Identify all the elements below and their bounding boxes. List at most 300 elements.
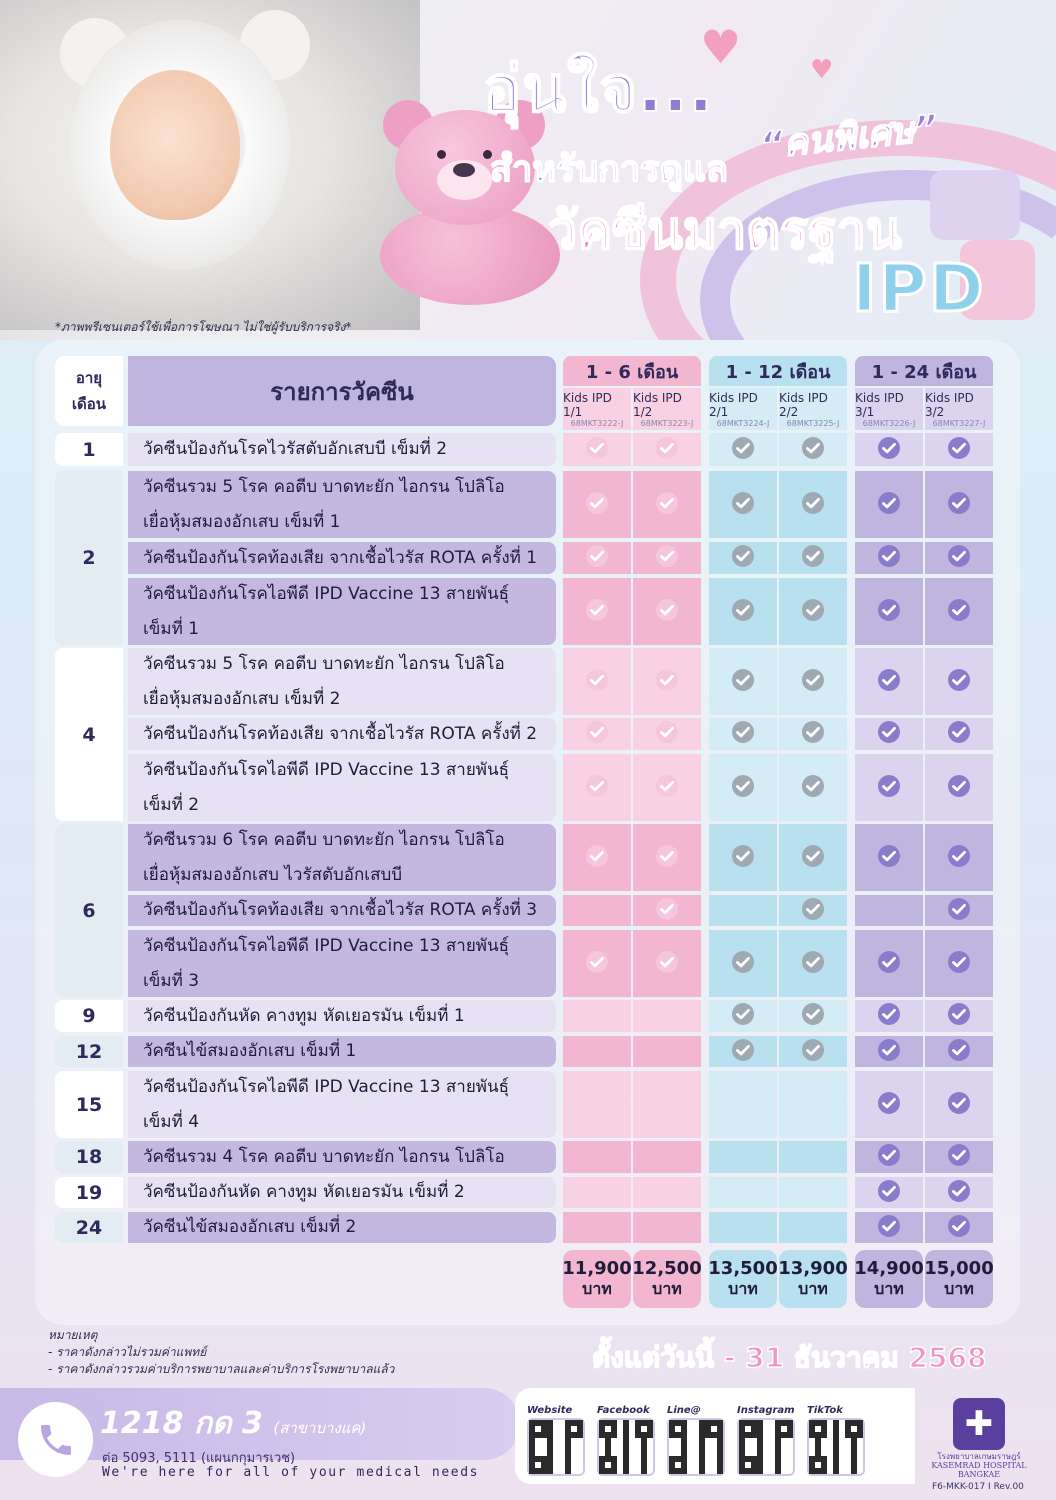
check-cell [855,1036,923,1067]
hotline-branch: (สาขาบางแค) [273,1419,367,1437]
check-circle-icon [585,491,609,519]
qr-code-icon[interactable] [597,1418,655,1476]
check-cell [925,1036,993,1067]
check-circle-icon [947,1143,971,1171]
check-cell [779,648,847,715]
package-price [709,1250,777,1308]
check-cell [709,471,777,538]
check-cell [855,542,923,574]
check-cell [855,895,923,926]
check-cell [779,1141,847,1173]
check-cell [925,1000,993,1032]
tagline: We're here for all of your medical needs [102,1465,480,1480]
check-circle-icon [801,774,825,802]
vaccine-name [128,433,556,466]
check-cell [563,824,631,891]
vaccine-line-1: วัคซีนไข้สมองอักเสบ เข็มที่ 1 [143,1041,357,1061]
vaccine-line-1: วัคซีนรวม 6 โรค คอตีบ บาดทะยัก ไอกรน โปลิโอ [143,829,505,850]
vaccine-line-1: วัคซีนป้องกันโรคท้องเสีย จากเชื้อไวรัส ROTA ครั้งที่ 1 [143,547,538,568]
hero-banner [0,0,1056,340]
check-cell [633,1141,701,1173]
check-circle-icon [877,1179,901,1207]
check-cell [709,718,777,750]
check-circle-icon [947,1091,971,1119]
vaccine-line-1: วัคซีนรวม 4 โรค คอตีบ บาดทะยัก ไอกรน โปลิโอ [143,1146,505,1167]
vaccine-line-1: วัคซีนรวม 5 โรค คอตีบ บาดทะยัก ไอกรน โปลิโอ [143,476,505,497]
check-cell [779,754,847,821]
package-header [633,388,701,430]
check-cell [925,824,993,891]
package-header [855,388,923,430]
month-header-label: เดือน [71,395,107,413]
promo-period: ตั้งแต่วันนี้ - 31 ธันวาคม 2568 [592,1341,987,1374]
age-cell: 18 [55,1141,123,1173]
check-circle-icon [947,491,971,519]
vaccine-name [128,824,556,891]
check-cell [925,1177,993,1208]
vaccine-name [128,1000,556,1032]
price-unit: บาท [798,1279,828,1298]
check-cell [925,1212,993,1243]
hospital-name-en: KASEMRAD HOSPITAL [931,1461,1027,1470]
check-circle-icon [731,598,755,626]
check-cell [709,433,777,466]
package-group-header: 1 - 12 เดือน [709,356,847,386]
check-circle-icon [801,598,825,626]
check-cell [633,1036,701,1067]
price-unit: บาท [728,1279,758,1298]
age-cell: 19 [55,1177,123,1208]
vaccine-line-1: วัคซีนป้องกันโรคท้องเสีย จากเชื้อไวรัส ROTA ครั้งที่ 3 [143,900,538,920]
vaccine-name [128,895,556,926]
age-cell: 4 [55,648,123,821]
check-circle-icon [655,774,679,802]
check-cell [563,1036,631,1067]
check-circle-icon [877,720,901,748]
vaccine-line-2: เข็มที่ 2 [143,794,200,815]
vaccine-line-1: วัคซีนป้องกันโรคไอพีดี IPD Vaccine 13 สายพันธุ์ [143,935,509,956]
check-circle-icon [801,950,825,978]
package-code: 68MKT3224-J [716,418,770,428]
vaccine-name [128,471,556,538]
check-cell [855,718,923,750]
check-cell [779,1212,847,1243]
check-circle-icon [585,844,609,872]
check-circle-icon [655,491,679,519]
social-label: Website [527,1405,573,1416]
check-circle-icon [947,1002,971,1030]
vaccine-name [128,1141,556,1173]
check-cell [855,648,923,715]
check-circle-icon [731,1038,755,1066]
check-circle-icon [877,774,901,802]
check-cell [855,1071,923,1138]
check-circle-icon [947,598,971,626]
check-circle-icon [731,436,755,464]
package-name: Kids IPD 2/2 [779,390,828,419]
title-special: “คนพิเศษ” [758,107,940,168]
check-cell [633,578,701,645]
check-cell [563,1177,631,1208]
check-cell [855,1177,923,1208]
vaccine-line-2: เข็มที่ 1 [143,618,200,639]
check-cell [855,1000,923,1032]
vaccine-line-1: วัคซีนป้องกันโรคไอพีดี IPD Vaccine 13 สายพันธุ์ [143,1076,509,1097]
check-cell [855,433,923,466]
vaccine-column-header: รายการวัคซีน [128,356,556,426]
check-cell [925,930,993,997]
package-code: 68MKT3227-J [932,418,986,428]
check-circle-icon [801,436,825,464]
check-circle-icon [947,844,971,872]
check-cell [779,1000,847,1032]
check-cell [709,895,777,926]
qr-code-icon[interactable] [737,1418,795,1476]
check-cell [633,433,701,466]
check-cell [855,754,923,821]
check-cell [925,578,993,645]
check-cell [779,1036,847,1067]
check-cell [925,718,993,750]
check-circle-icon [947,436,971,464]
check-cell [709,1036,777,1067]
check-circle-icon [655,897,679,925]
check-circle-icon [947,1214,971,1242]
age-cell: 15 [55,1071,123,1138]
check-cell [633,1071,701,1138]
check-circle-icon [947,1179,971,1207]
package-group-header: 1 - 6 เดือน [563,356,701,386]
check-cell [779,895,847,926]
check-circle-icon [877,598,901,626]
package-header [563,388,631,430]
hospital-logo [918,1398,1040,1480]
title-line-1: อุ่นใจ... [483,53,714,127]
vaccine-name [128,648,556,715]
check-cell [563,895,631,926]
disclaimer: *ภาพพรีเซนเตอร์ใช้เพื่อการโฆษณา ไม่ใช่ผู้รับบริการจริง* [55,320,352,334]
check-cell [709,754,777,821]
package-price [855,1250,923,1308]
check-cell [925,895,993,926]
check-cell [563,471,631,538]
check-circle-icon [655,844,679,872]
check-cell [563,1071,631,1138]
check-circle-icon [731,668,755,696]
qr-code-icon[interactable] [807,1418,865,1476]
check-circle-icon [801,1002,825,1030]
check-cell [925,754,993,821]
check-cell [709,1177,777,1208]
package-price [633,1250,701,1308]
package-header [925,388,993,430]
vaccine-line-2: เข็มที่ 4 [143,1111,200,1132]
vaccine-line-1: วัคซีนป้องกันโรคไวรัสตับอักเสบบี เข็มที่ 2 [143,439,448,459]
check-circle-icon [585,544,609,572]
check-circle-icon [585,598,609,626]
social-label: Instagram [737,1405,795,1416]
check-cell [779,471,847,538]
check-cell [925,1141,993,1173]
check-circle-icon [731,844,755,872]
check-circle-icon [877,491,901,519]
notes-title: หมายเหตุ [48,1328,98,1342]
package-name: Kids IPD 3/1 [855,390,904,419]
price-amount: 13,500 [708,1258,778,1279]
check-circle-icon [655,720,679,748]
check-circle-icon [655,544,679,572]
package-code: 68MKT3226-J [862,418,916,428]
vaccine-line-1: วัคซีนไข้สมองอักเสบ เข็มที่ 2 [143,1217,357,1237]
vaccine-name [128,1071,556,1138]
package-name: Kids IPD 1/2 [633,390,682,419]
check-circle-icon [731,1002,755,1030]
check-circle-icon [655,598,679,626]
vaccine-name [128,754,556,821]
check-cell [709,930,777,997]
check-circle-icon [801,491,825,519]
hospital-branch: BANGKAE [957,1470,1001,1479]
check-circle-icon [801,897,825,925]
check-cell [925,648,993,715]
vaccine-line-2: เยื่อหุ้มสมองอักเสบ เข็มที่ 1 [143,511,341,532]
package-price [563,1250,631,1308]
title-line-2: สำหรับการดูแล [490,149,729,190]
deco-cube-purple [930,170,1020,240]
package-price [925,1250,993,1308]
check-cell [563,1000,631,1032]
vaccine-line-1: วัคซีนป้องกันหัด คางทูม หัดเยอรมัน เข็มที่ 1 [143,1005,465,1026]
check-circle-icon [585,774,609,802]
social-label: Line@ [667,1405,701,1416]
document-code: F6-MKK-017 I Rev.00 [932,1482,1024,1492]
check-circle-icon [731,544,755,572]
check-cell [779,1071,847,1138]
vaccine-name [128,718,556,750]
age-cell: 12 [55,1036,123,1067]
vaccine-line-2: เข็มที่ 3 [143,970,200,991]
check-circle-icon [947,774,971,802]
check-cell [925,1071,993,1138]
title-ipd: IPD [852,250,986,327]
check-cell [779,1177,847,1208]
vaccine-line-2: เยื่อหุ้มสมองอักเสบ เข็มที่ 2 [143,688,341,709]
check-cell [563,1141,631,1173]
age-cell: 6 [55,824,123,997]
age-cell: 24 [55,1212,123,1243]
check-circle-icon [585,436,609,464]
vaccine-line-1: วัคซีนป้องกันโรคไอพีดี IPD Vaccine 13 สายพันธุ์ [143,583,509,604]
check-circle-icon [877,544,901,572]
check-cell [563,930,631,997]
hotline-number[interactable]: 1218 กด 3 [100,1406,263,1441]
social-label: TikTok [807,1405,843,1416]
package-name: Kids IPD 3/2 [925,390,974,419]
check-circle-icon [947,897,971,925]
price-amount: 11,900 [562,1258,632,1279]
qr-code-icon[interactable] [527,1418,585,1476]
check-circle-icon [585,950,609,978]
check-cell [779,824,847,891]
check-cell [855,471,923,538]
vaccine-line-1: วัคซีนป้องกันหัด คางทูม หัดเยอรมัน เข็มที่ 2 [143,1182,465,1202]
price-unit: บาท [944,1279,974,1298]
check-cell [633,895,701,926]
check-cell [633,1177,701,1208]
check-cell [633,1000,701,1032]
check-circle-icon [585,668,609,696]
package-code: 68MKT3225-J [786,418,840,428]
hotline[interactable] [100,1400,366,1447]
check-cell [779,930,847,997]
check-cell [709,824,777,891]
baby-photo [0,0,420,330]
age-cell: 9 [55,1000,123,1032]
heart-icon: ♥ [810,55,834,85]
check-circle-icon [947,544,971,572]
hospital-name-th: โรงพยาบาลเกษมราษฎร์ [937,1452,1021,1461]
package-name: Kids IPD 2/1 [709,390,758,419]
vaccine-line-2: เยื่อหุ้มสมองอักเสบ ไวรัสตับอักเสบบี [143,864,403,885]
check-circle-icon [801,720,825,748]
check-circle-icon [877,1214,901,1242]
check-circle-icon [655,668,679,696]
baby-face [110,70,240,220]
check-cell [709,1071,777,1138]
package-group-header: 1 - 24 เดือน [855,356,993,386]
check-circle-icon [731,491,755,519]
check-cell [633,824,701,891]
check-circle-icon [877,1091,901,1119]
package-price [779,1250,847,1308]
check-cell [563,578,631,645]
check-circle-icon [877,844,901,872]
price-amount: 15,000 [924,1258,994,1279]
check-cell [633,718,701,750]
vaccine-name [128,1212,556,1243]
notes [48,1327,394,1378]
check-cell [633,1212,701,1243]
check-cell [563,542,631,574]
vaccine-line-1: วัคซีนป้องกันโรคท้องเสีย จากเชื้อไวรัส ROTA ครั้งที่ 2 [143,723,538,744]
check-cell [779,718,847,750]
check-cell [779,433,847,466]
check-circle-icon [801,668,825,696]
check-cell [633,754,701,821]
check-cell [855,824,923,891]
check-cell [709,1141,777,1173]
check-circle-icon [731,774,755,802]
notes-line-1: - ราคาดังกล่าวไม่รวมค่าแพทย์ [48,1345,207,1359]
check-cell [633,648,701,715]
check-circle-icon [731,950,755,978]
check-circle-icon [655,436,679,464]
check-cell [563,718,631,750]
package-header [779,388,847,430]
age-header-label: อายุ [75,369,103,387]
phone-icon[interactable] [18,1402,93,1477]
check-circle-icon [877,436,901,464]
package-code: 68MKT3222-J [570,418,624,428]
check-circle-icon [801,1038,825,1066]
vaccine-line-1: วัคซีนรวม 5 โรค คอตีบ บาดทะยัก ไอกรน โปลิโอ [143,653,505,674]
social-label: Facebook [597,1405,650,1416]
check-circle-icon [877,668,901,696]
check-cell [563,1212,631,1243]
price-amount: 12,500 [632,1258,702,1279]
check-circle-icon [947,950,971,978]
check-cell [855,1212,923,1243]
price-unit: บาท [652,1279,682,1298]
check-circle-icon [947,1038,971,1066]
check-cell [633,471,701,538]
check-cell [855,930,923,997]
check-cell [709,1000,777,1032]
check-cell [779,542,847,574]
check-cell [709,578,777,645]
price-amount: 14,900 [854,1258,924,1279]
check-cell [633,542,701,574]
check-circle-icon [731,720,755,748]
check-cell [563,433,631,466]
check-circle-icon [947,720,971,748]
title-line-3: วัคซีนมาตรฐาน [548,201,902,261]
price-amount: 13,900 [778,1258,848,1279]
check-cell [709,1212,777,1243]
check-circle-icon [801,844,825,872]
check-cell [563,754,631,821]
phone-extension: ต่อ 5093, 5111 (แผนกกุมารเวช) [102,1451,296,1466]
hospital-cross-icon: ✚ [953,1398,1005,1450]
heart-icon: ♥ [700,20,742,74]
check-circle-icon [877,1143,901,1171]
check-cell [925,542,993,574]
age-cell: 2 [55,471,123,645]
check-cell [633,930,701,997]
qr-code-icon[interactable] [667,1418,725,1476]
vaccine-name [128,930,556,997]
vaccine-name [128,578,556,645]
check-cell [563,648,631,715]
check-circle-icon [877,1038,901,1066]
check-circle-icon [655,950,679,978]
check-circle-icon [801,544,825,572]
check-cell [709,648,777,715]
package-name: Kids IPD 1/1 [563,390,612,419]
package-header [709,388,777,430]
check-cell [779,578,847,645]
vaccine-name [128,1036,556,1067]
check-cell [925,471,993,538]
check-cell [855,578,923,645]
check-circle-icon [947,668,971,696]
notes-line-2: - ราคาดังกล่าวรวมค่าบริการพยาบาลและค่าบริการโรงพยาบาลแล้ว [48,1362,395,1376]
age-column-header [55,356,123,426]
package-code: 68MKT3223-J [640,418,694,428]
check-cell [709,542,777,574]
check-cell [855,1141,923,1173]
check-circle-icon [585,720,609,748]
check-cell [925,433,993,466]
age-cell: 1 [55,433,123,466]
check-circle-icon [877,1002,901,1030]
price-unit: บาท [874,1279,904,1298]
vaccine-line-1: วัคซีนป้องกันโรคไอพีดี IPD Vaccine 13 สายพันธุ์ [143,759,509,780]
check-circle-icon [877,950,901,978]
vaccine-name [128,1177,556,1208]
vaccine-name [128,542,556,574]
price-unit: บาท [582,1279,612,1298]
